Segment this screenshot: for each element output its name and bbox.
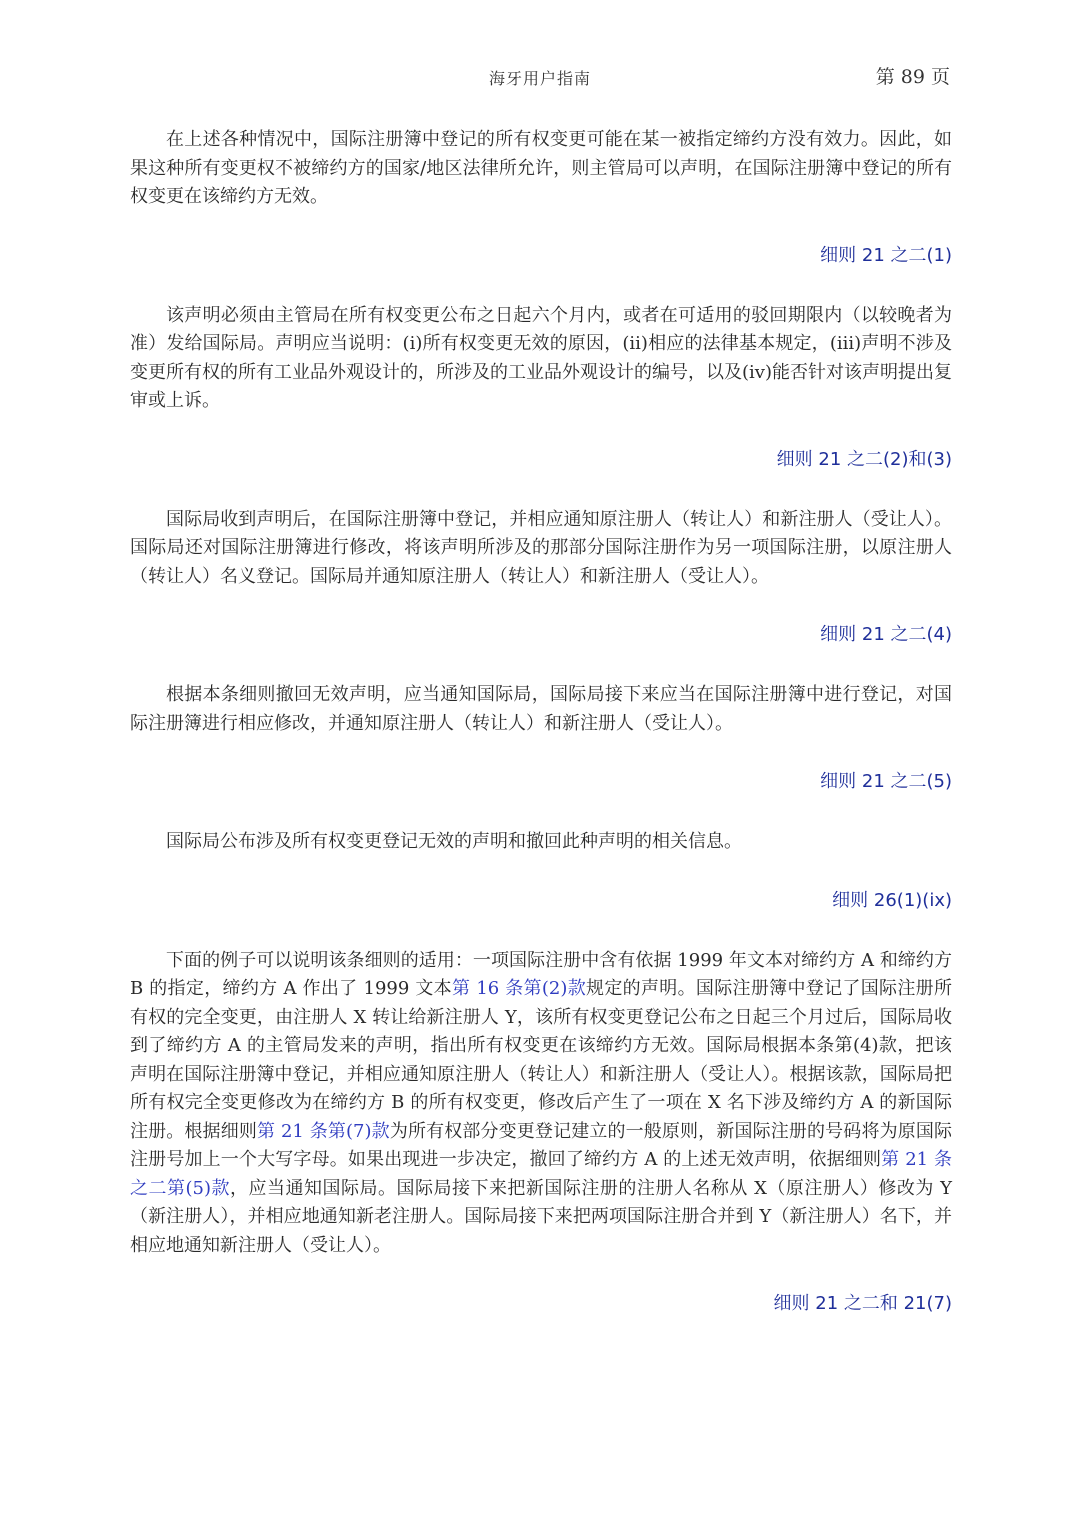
rule-reference-6: 细则 21 之二和 21(7) <box>773 1293 952 1314</box>
rule-reference-2: 细则 21 之二(2)和(3) <box>776 448 952 470</box>
page-header <box>130 62 950 94</box>
paragraph-6-text-2: 规定的声明。国际注册簿中登记了国际注册所有权的完全变更，由注册人 X 转让给新注册人 Y，该所有权变更登记公布之日起三个月过后，国际局收到了缔约方 A 的主管局发来的声明，指出所有权变更在该缔约方无效。国际局根据本条第(4)款，把该声明在国际注册簿中登记，并相应通知原注册人（转让人）和新注册人（受让人）。根据该款，国际局把所有权完全变更修改为在缔约方 B 的所有权变更，修改后产生了一项在 X 名下涉及缔约方 A 的新国际注册。根据细则 <box>130 978 952 1142</box>
link-article-16-2[interactable]: 第 16 条第(2)款 <box>451 978 587 999</box>
paragraph-4: 根据本条细则撤回无效声明，应当通知国际局，国际局接下来应当在国际注册簿中进行登记，对国际注册簿进行相应修改，并通知原注册人（转让人）和新注册人（受让人）。 <box>130 684 952 734</box>
paragraph-6-text-3: 为所有权部分变更登记建立的一般原则，新国际注册的号码将为原国际注册号加上一个大写字母。如果出现进一步决定，撤回了缔约方 A 的上述无效声明，依据细则 <box>130 1120 952 1170</box>
paragraph-3: 国际局收到声明后，在国际注册簿中登记，并相应通知原注册人（转让人）和新注册人（受让人）。国际局还对国际注册簿进行修改，将该声明所涉及的那部分国际注册作为另一项国际注册，以原注册人（转让人）名义登记。国际局并通知原注册人（转让人）和新注册人（受让人）。 <box>130 508 952 587</box>
document-body <box>130 126 952 1318</box>
paragraph-6-text-4: ，应当通知国际局。国际局接下来把新国际注册的注册人名称从 X（原注册人）修改为 Y（新注册人），并相应地通知新老注册人。国际局接下来把两项国际注册合并到 Y（新注册人）名下，并相应地通知新注册人（受让人）。 <box>130 1177 952 1256</box>
page-number: 第 89 页 <box>875 66 950 88</box>
rule-reference-4: 细则 21 之二(5) <box>820 771 952 792</box>
rule-reference-5: 细则 26(1)(ix) <box>832 889 952 911</box>
header-title: 海牙用户指南 <box>488 69 591 88</box>
paragraph-2: 该声明必须由主管局在所有权变更公布之日起六个月内，或者在可适用的驳回期限内（以较晚者为准）发给国际局。声明应当说明：(i)所有权变更无效的原因，(ii)相应的法律基本规定，(iii)声明不涉及变更所有权的所有工业品外观设计的，所涉及的工业品外观设计的编号，以及(iv)能否针对该声明提出复审或上诉。 <box>130 304 952 411</box>
paragraph-6 <box>130 947 952 1261</box>
link-rule-21bis-5[interactable]: 第 21 条之二第(5)款 <box>130 1149 952 1199</box>
paragraph-6-text-1: 下面的例子可以说明该条细则的适用：一项国际注册中含有依据 1999 年文本对缔约方 A 和缔约方 B 的指定，缔约方 A 作出了 1999 文本 <box>130 949 952 999</box>
link-rule-21-7[interactable]: 第 21 条第(7)款 <box>256 1120 390 1142</box>
rule-reference-1: 细则 21 之二(1) <box>820 244 952 266</box>
rule-reference-3: 细则 21 之二(4) <box>820 624 952 645</box>
paragraph-5: 国际局公布涉及所有权变更登记无效的声明和撤回此种声明的相关信息。 <box>166 831 742 852</box>
paragraph-1: 在上述各种情况中，国际注册簿中登记的所有权变更可能在某一被指定缔约方没有效力。因此，如果这种所有变更权不被缔约方的国家/地区法律所允许，则主管局可以声明，在国际注册簿中登记的所有权变更在该缔约方无效。 <box>130 129 952 207</box>
